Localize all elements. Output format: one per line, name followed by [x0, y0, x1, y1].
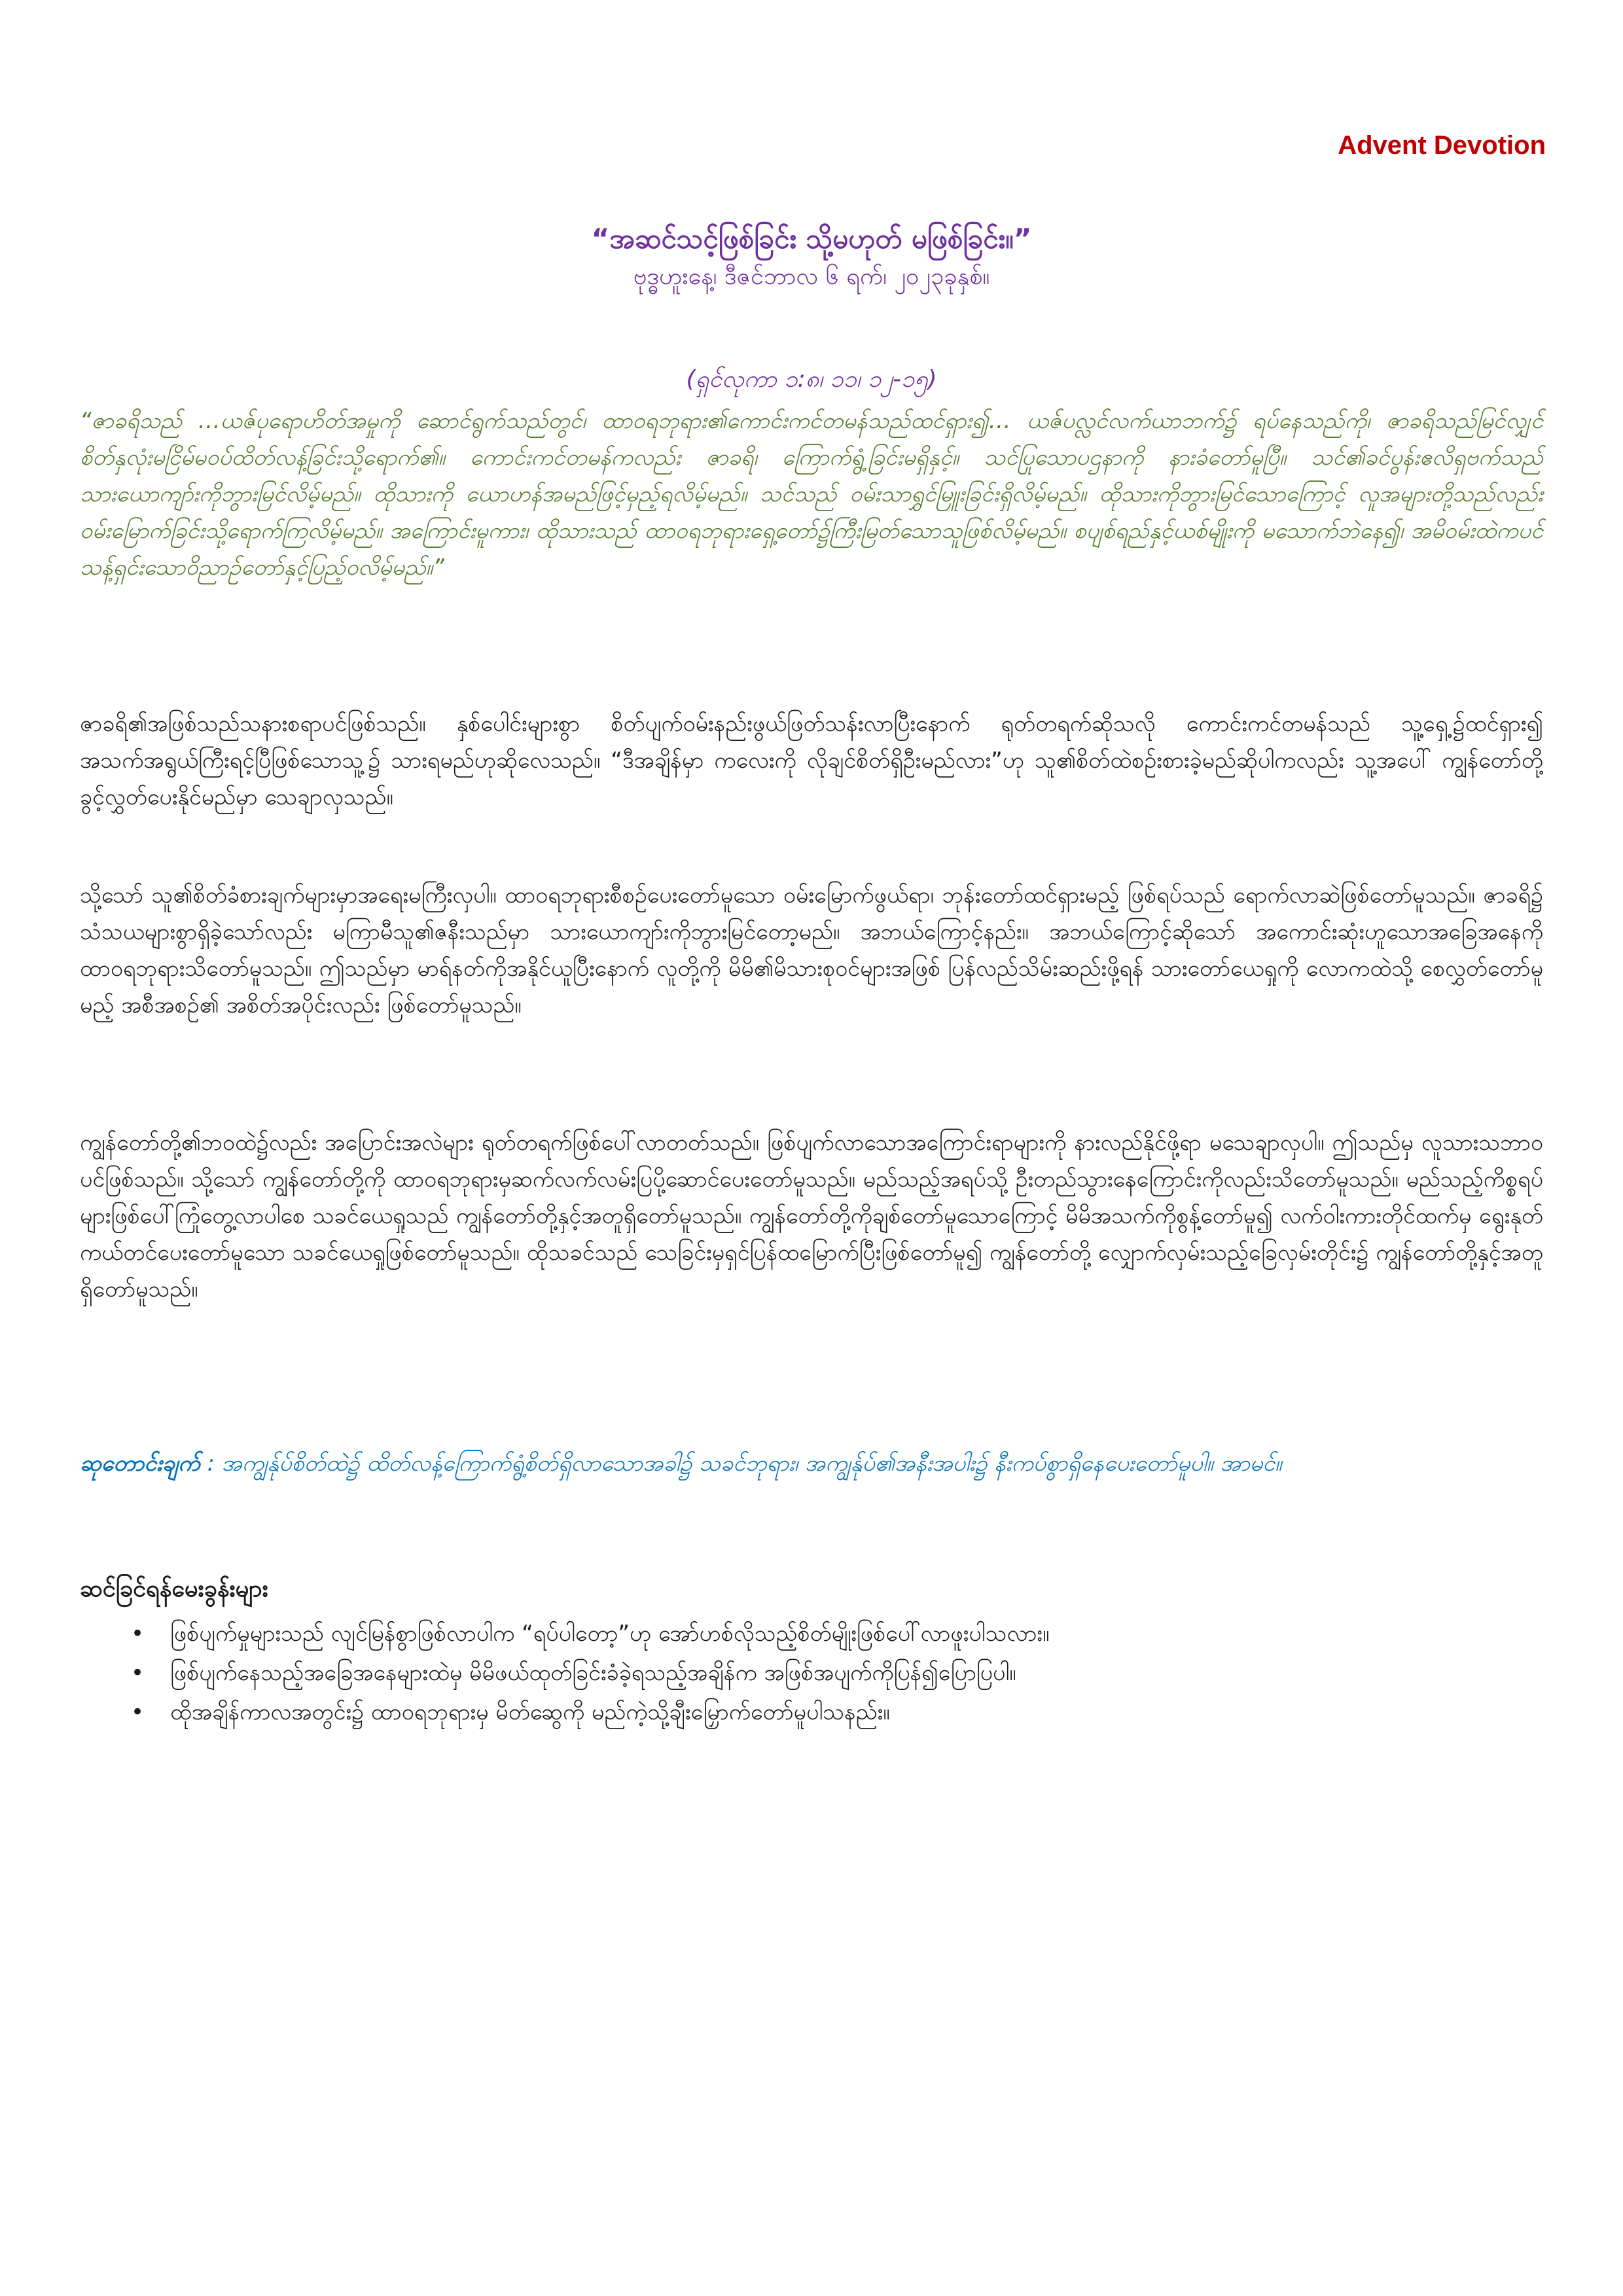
prayer-text: အကျွန်ုပ်စိတ်ထဲ၌ ထိတ်လန့်ကြောက်ရွံ့စိတ်ရှိလာသောအခါ၌ သခင်ဘုရား၊ အကျွန်ုပ်၏အနီးအပါး၌ နီးကပ်စွာရှိနေပေးတော်မူပါ။ အာမင်။: [221, 1450, 1282, 1477]
prayer-block: [80, 1445, 1543, 1482]
prayer-label: ဆုတောင်းချက်: [80, 1450, 200, 1477]
body-paragraph-1: ဇာခရိ၏အဖြစ်သည်သနားစရာပင်ဖြစ်သည်။ နှစ်ပေါင်းများစွာ စိတ်ပျက်ဝမ်းနည်းဖွယ်ဖြတ်သန်းလာပြီးနောက် ရုတ်တရက်ဆိုသလို ကောင်းကင်တမန်သည် သူ့ရှေ့၌ထင်ရှား၍ အသက်အရွယ်ကြီးရင့်ပြီဖြစ်သောသူ့၌ သားရမည်ဟုဆိုလေသည်။ “ဒီအချိန်မှာ ကလေးကို လိုချင်စိတ်ရှိဦးမည်လား”ဟု သူ၏စိတ်ထဲစဉ်းစားခဲ့မည်ဆိုပါကလည်း သူ့အပေါ် ကျွန်တော်တို့ခွင့်လွှတ်ပေးနိုင်မည်မှာ သေချာလှသည်။: [80, 711, 1543, 810]
question-text: ဖြစ်ပျက်မှုများသည် လျင်မြန်စွာဖြစ်လာပါက “ရပ်ပါတော့”ဟု အော်ဟစ်လိုသည့်စိတ်မျိုးဖြစ်ပေါ်လာဖူးပါသလား။: [170, 1621, 1050, 1647]
bullet-icon: •: [131, 1699, 145, 1725]
list-item: [131, 1653, 1538, 1693]
scripture-reference: (ရှင်လုကာ ၁:၈၊ ၁၁၊ ၁၂-၁၅): [686, 366, 937, 393]
questions-heading: ဆင်ခြင်ရန်မေးခွန်းများ: [80, 1575, 268, 1602]
question-text: ထိုအချိန်ကာလအတွင်း၌ ထာဝရဘုရားမှ မိတ်ဆွေကို မည်ကဲ့သို့ချီးမြှောက်တော်မူပါသနည်း။: [170, 1699, 890, 1725]
title-block: [0, 219, 1623, 295]
scripture-passage: “ဇာခရိသည် …ယဇ်ပုရောဟိတ်အမှုကို ဆောင်ရွက်သည်တွင်၊ ထာဝရဘုရား၏ကောင်းကင်တမန်သည်ထင်ရှား၍… ယဇ်ပလ္လင်လက်ယာဘက်၌ ရပ်နေသည်ကို၊ ဇာခရိသည်မြင်လျှင် စိတ်နှလုံးမငြိမ်မဝပ်ထိတ်လန့်ခြင်းသို့ရောက်၏။ ကောင်းကင်တမန်ကလည်း ဇာခရိ၊ ကြောက်ရွံ့ခြင်းမရှိနှင့်။ သင်ပြုသောပဌနာကို နားခံတော်မူပြီ။ သင်၏ခင်ပွန်းဧလိရှဗက်သည် သားယောကျာ်းကိုဘွားမြင်လိမ့်မည်။ ထိုသားကို ယောဟန်အမည်ဖြင့်မှည့်ရလိမ့်မည်။ သင်သည် ဝမ်းသာရွှင်မြူးခြင်းရှိလိမ့်မည်။ ထိုသားကိုဘွားမြင်သောကြောင့် လူအများတို့သည်လည်း ဝမ်းမြောက်ခြင်းသို့ရောက်ကြလိမ့်မည်။ အကြောင်းမူကား၊ ထိုသားသည် ထာဝရဘုရားရှေ့တော်၌ကြီးမြတ်သောသူဖြစ်လိမ့်မည်။ စပျစ်ရည်နှင့်ယစ်မျိုးကို မသောက်ဘဲနေ၍၊ အမိဝမ်းထဲကပင် သန့်ရှင်းသောဝိညာဉ်တော်နှင့်ပြည့်ဝလိမ့်မည်။”: [80, 408, 1543, 581]
prayer-separator: :: [200, 1450, 222, 1477]
list-item: [131, 1614, 1538, 1653]
body-paragraph-3: ကျွန်တော်တို့၏ဘဝထဲ၌လည်း အပြောင်းအလဲများ ရုတ်တရက်ဖြစ်ပေါ်လာတတ်သည်။ ဖြစ်ပျက်လာသောအကြောင်းရာများကို နားလည်နိုင်ဖို့ရာ မသေချာလှပါ။ ဤသည်မှ လူသားသဘာဝပင်ဖြစ်သည်။ သို့သော် ကျွန်တော်တို့ကို ထာဝရဘုရားမှဆက်လက်လမ်းပြပို့ဆောင်ပေးတော်မူသည်။ မည်သည့်အရပ်သို့ ဦးတည်သွားနေကြောင်းကိုလည်းသိတော်မူသည်။ မည်သည့်ကိစ္စရပ်များဖြစ်ပေါ်ကြုံတွေ့လာပါစေ သခင်ယေရှုသည် ကျွန်တော်တို့နှင့်အတူရှိတော်မူသည်။ ကျွန်တော်တို့ကိုချစ်တော်မူသောကြောင့် မိမိအသက်ကိုစွန့်တော်မူ၍ လက်ဝါးကားတိုင်ထက်မှ ရွေးနုတ်ကယ်တင်ပေးတော်မူသော သခင်ယေရှုဖြစ်တော်မူသည်။ ထိုသခင်သည် သေခြင်းမှရှင်ပြန်ထမြောက်ပြီးဖြစ်တော်မူ၍ ကျွန်တော်တို့ လျှောက်လှမ်းသည့်ခြေလှမ်းတိုင်း၌ ကျွန်တော်တို့နှင့်အတူရှိတော်မူသည်။: [80, 1130, 1543, 1302]
body-paragraph-2: သို့သော် သူ၏စိတ်ခံစားချက်များမှာအရေးမကြီးလှပါ။ ထာဝရဘုရားစီစဉ်ပေးတော်မူသော ဝမ်းမြောက်ဖွယ်ရာ၊ ဘုန်းတော်ထင်ရှားမည့် ဖြစ်ရပ်သည် ရောက်လာဆဲဖြစ်တော်မူသည်။ ဇာခရိ၌ သံသယများစွာရှိခဲ့သော်လည်း မကြာမီသူ၏ဇနီးသည်မှာ သားယောကျာ်းကိုဘွားမြင်တော့မည်။ အဘယ်ကြောင့်နည်း။ အဘယ်ကြောင့်ဆိုသော် အကောင်းဆုံးဟူသောအခြေအနေကို ထာဝရဘုရားသိတော်မူသည်။ ဤသည်မှာ မာရ်နတ်ကိုအနိုင်ယူပြီးနောက် လူတို့ကို မိမိ၏မိသားစုဝင်များအဖြစ် ပြန်လည်သိမ်းဆည်းဖို့ရန် သားတော်ယေရှုကို လောကထဲသို့ စေလွှတ်တော်မူမည့် အစီအစဉ်၏ အစိတ်အပိုင်းလည်း ဖြစ်တော်မူသည်။: [80, 882, 1543, 1018]
questions-list: [131, 1614, 1538, 1732]
devotion-title: “အဆင်သင့်ဖြစ်ခြင်း သို့မဟုတ် မဖြစ်ခြင်း။”: [591, 223, 1032, 255]
question-text: ဖြစ်ပျက်နေသည့်အခြေအနေများထဲမှ မိမိဖယ်ထုတ်ခြင်းခံခဲ့ရသည့်အချိန်က အဖြစ်အပျက်ကိုပြန်၍ပြောပြပါ။: [170, 1660, 1016, 1686]
series-tag: Advent Devotion: [1338, 131, 1546, 160]
list-item: [131, 1693, 1538, 1732]
devotion-date: ဗုဒ္ဓဟူးနေ့၊ ဒီဇင်ဘာလ ၆ ရက်၊ ၂၀၂၃ခုနှစ်။: [633, 263, 990, 290]
bullet-icon: •: [131, 1660, 145, 1686]
bullet-icon: •: [131, 1621, 145, 1647]
